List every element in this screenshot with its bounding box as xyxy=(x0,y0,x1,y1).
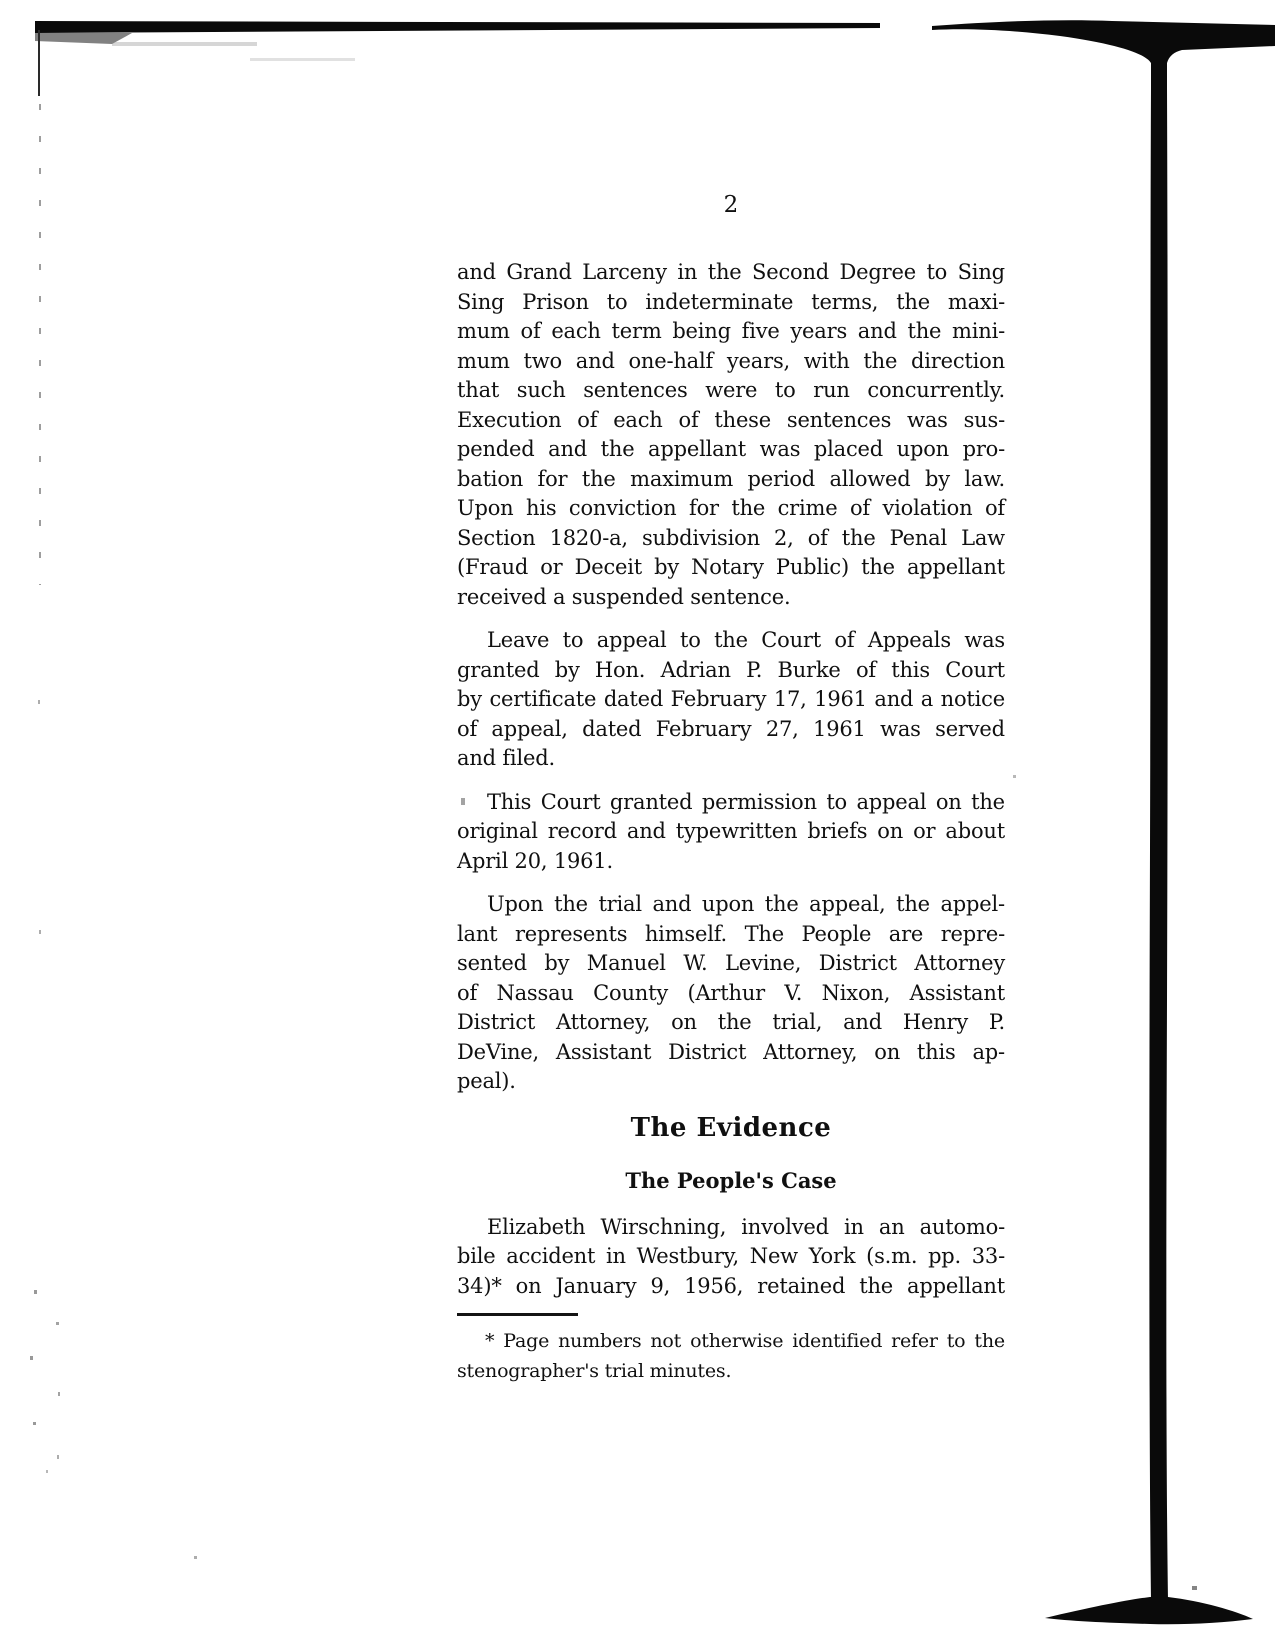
scan-edge-top-left xyxy=(35,21,880,33)
paragraph xyxy=(457,788,1005,877)
text-line: sented by Manuel W. Levine, District Attorney xyxy=(457,951,1005,975)
section-heading: The Evidence xyxy=(630,1112,832,1143)
text-line: pended and the appellant was placed upon pro- xyxy=(457,437,1005,461)
body-paragraphs-after-heading xyxy=(457,1213,1005,1302)
paragraph xyxy=(457,1326,1005,1386)
text-line: DeVine, Assistant District Attorney, on this ap- xyxy=(457,1039,1005,1064)
text-line: Upon his conviction for the crime of violation of xyxy=(457,496,1005,520)
book-spine-shadow xyxy=(1149,88,1168,1600)
text-line: and filed. xyxy=(457,746,555,770)
scan-edge-top-right xyxy=(932,20,1275,90)
text-line: Section 1820-a, subdivision 2, of the Penal Law xyxy=(457,525,1005,550)
text-line: Elizabeth Wirschning, involved in an automo- xyxy=(487,1214,1005,1239)
text-line: * Page numbers not otherwise identified refer to the xyxy=(485,1330,1005,1352)
paragraph xyxy=(457,626,1005,774)
text-line: District Attorney, on the trial, and Henry P. xyxy=(457,1010,1005,1034)
text-line: bation for the maximum period allowed by law. xyxy=(457,466,1005,491)
text-line: Sing Prison to indeterminate terms, the maxi- xyxy=(457,289,1005,314)
text-line: mum two and one-half years, with the direction xyxy=(457,348,1005,373)
body-paragraphs xyxy=(457,258,1005,1097)
page-number: 2 xyxy=(723,192,739,218)
paragraph xyxy=(457,258,1005,612)
scan-smudge-topleft-1 xyxy=(112,42,257,46)
text-line: This Court granted permission to appeal on the xyxy=(487,789,1005,814)
scan-smudge-topleft-2 xyxy=(250,58,355,61)
text-line: mum of each term being five years and the mini- xyxy=(457,319,1005,343)
text-line: and Grand Larceny in the Second Degree to Sing xyxy=(457,260,1005,284)
text-line: peal). xyxy=(457,1069,516,1093)
text-line: lant represents himself. The People are repre- xyxy=(457,921,1005,946)
scan-speckle-bottomright xyxy=(1192,1586,1197,1590)
text-line: by certificate dated February 17, 1961 and a notice xyxy=(457,687,1005,711)
text-line: Upon the trial and upon the appeal, the appel- xyxy=(487,892,1005,916)
text-column xyxy=(457,258,1005,1400)
footnote xyxy=(457,1326,1005,1386)
subsection-heading: The People's Case xyxy=(625,1167,837,1193)
footnote-rule xyxy=(457,1313,578,1316)
text-line: April 20, 1961. xyxy=(457,848,613,873)
scan-smudge-bottom xyxy=(1045,1597,1253,1624)
paragraph xyxy=(457,890,1005,1097)
text-line: that such sentences were to run concurrently. xyxy=(457,378,1005,402)
text-line: original record and typewritten briefs on or about xyxy=(457,819,1005,843)
text-line: bile accident in Westbury, New York (s.m. pp. 33- xyxy=(457,1244,1005,1268)
text-line: Execution of each of these sentences was sus- xyxy=(457,407,1005,432)
text-line: Leave to appeal to the Court of Appeals was xyxy=(487,628,1005,652)
text-line: of Nassau County (Arthur V. Nixon, Assistant xyxy=(457,980,1005,1005)
text-line: granted by Hon. Adrian P. Burke of this Court xyxy=(457,657,1005,682)
text-line: of appeal, dated February 27, 1961 was served xyxy=(457,716,1005,741)
text-line: received a suspended sentence. xyxy=(457,584,791,609)
text-line: 34)* on January 9, 1956, retained the appellant xyxy=(457,1273,1005,1298)
text-line: (Fraud or Deceit by Notary Public) the appellant xyxy=(457,555,1005,579)
scan-edge-top-left-fuzz xyxy=(35,33,132,44)
paragraph xyxy=(457,1213,1005,1302)
text-line: stenographer's trial minutes. xyxy=(457,1360,732,1382)
